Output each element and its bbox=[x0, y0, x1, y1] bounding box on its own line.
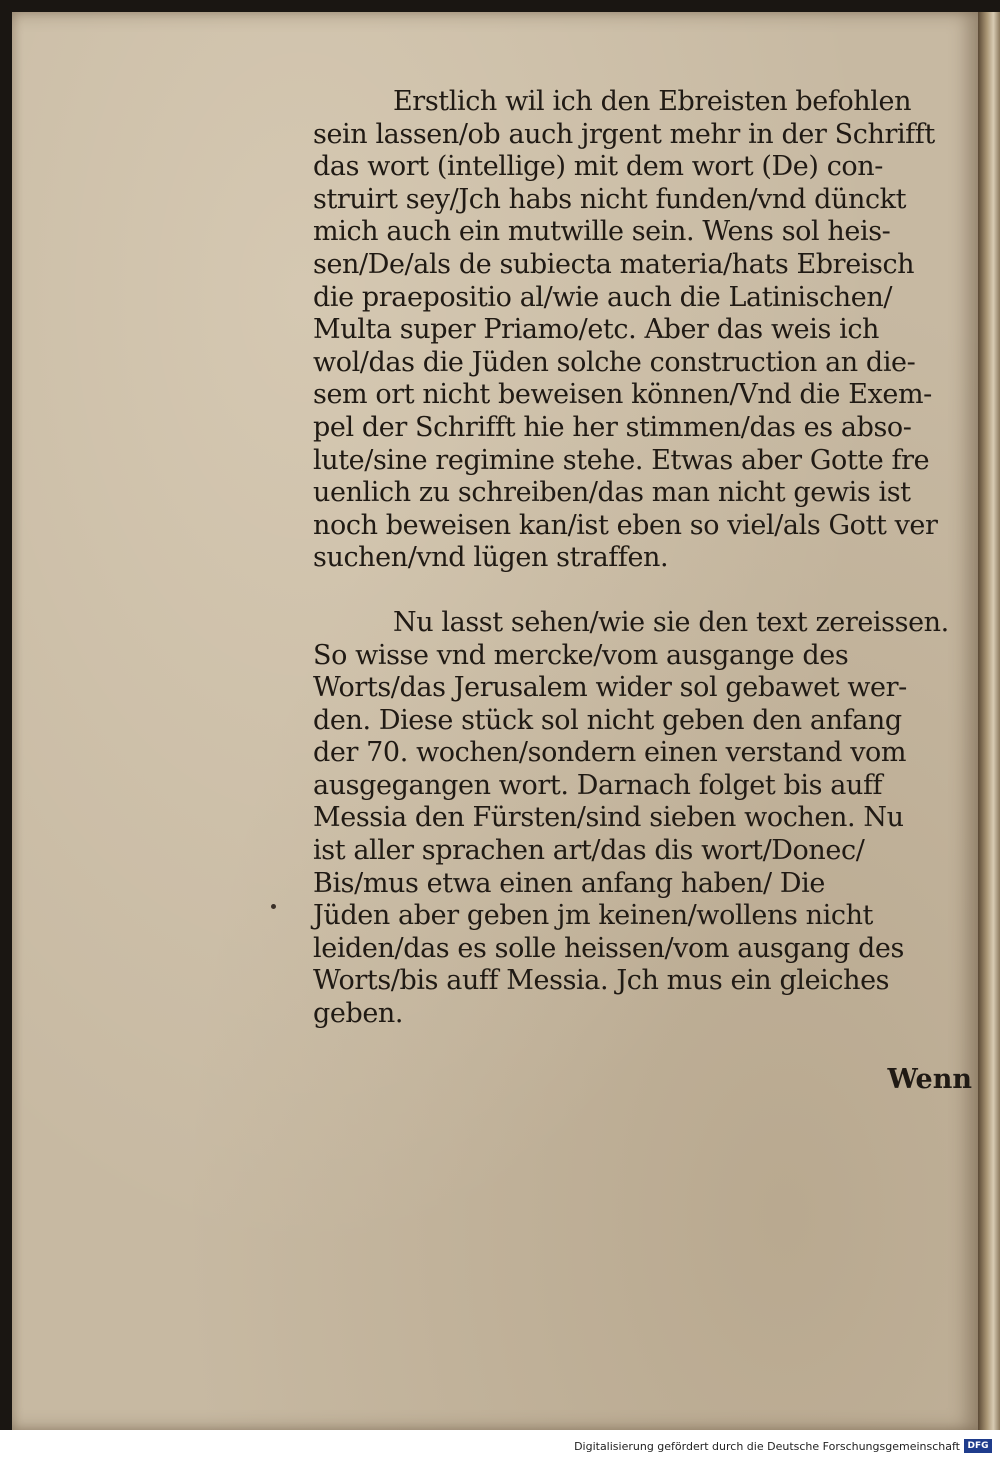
text-line: Bis/mus etwa einen anfang haben/ Die bbox=[313, 867, 825, 899]
text-line: So wisse vnd mercke/vom ausgange des bbox=[313, 639, 849, 671]
digitization-footer bbox=[0, 1430, 1000, 1464]
text-line: Multa super Priamo/etc. Aber das weis ich bbox=[313, 314, 880, 346]
ink-spot bbox=[271, 904, 276, 909]
text-line: Worts/das Jerusalem wider sol gebawet wer- bbox=[313, 672, 907, 704]
text-line: sem ort nicht beweisen können/Vnd die Exem- bbox=[313, 379, 932, 411]
text-line: struirt sey/Jch habs nicht funden/vnd dünckt bbox=[313, 183, 907, 215]
text-line: mich auch ein mutwille sein. Wens sol heis- bbox=[313, 216, 891, 248]
text-line: uenlich zu schreiben/das man nicht gewis ist bbox=[313, 477, 911, 509]
text-line: ausgegangen wort. Darnach folget bis auff bbox=[313, 769, 883, 801]
text-line: Nu lasst sehen/wie sie den text zereissen. bbox=[393, 606, 949, 638]
text-line: ist aller sprachen art/das dis wort/Donec/ bbox=[313, 835, 865, 867]
text-line: sein lassen/ob auch jrgent mehr in der Schrifft bbox=[313, 118, 935, 150]
text-line: Jüden aber geben jm keinen/wollens nicht bbox=[313, 900, 874, 932]
page-edge bbox=[978, 12, 1000, 1430]
text-line: noch beweisen kan/ist eben so viel/als Gott ver bbox=[313, 509, 938, 541]
dfg-logo-icon: DFG bbox=[964, 1439, 992, 1453]
footer-credit: Digitalisierung gefördert durch die Deutsche Forschungsgemeinschaft bbox=[574, 1440, 960, 1453]
text-line: Worts/bis auff Messia. Jch mus ein gleiches bbox=[313, 965, 890, 997]
catchword: Wenn bbox=[887, 1064, 972, 1095]
text-line: suchen/vnd lügen straffen. bbox=[313, 542, 669, 574]
text-line: pel der Schrifft hie her stimmen/das es abso- bbox=[313, 411, 912, 443]
text-line: Messia den Fürsten/sind sieben wochen. Nu bbox=[313, 802, 904, 834]
text-line: Erstlich wil ich den Ebreisten befohlen bbox=[393, 86, 912, 117]
text-line: die praepositio al/wie auch die Latinischen/ bbox=[313, 281, 893, 313]
text-line: den. Diese stück sol nicht geben den anfang bbox=[313, 704, 902, 736]
text-line: wol/das die Jüden solche construction an die- bbox=[313, 346, 916, 378]
text-line: leiden/das es solle heissen/vom ausgang des bbox=[313, 932, 904, 964]
text-line: geben. bbox=[313, 998, 404, 1030]
text-line: der 70. wochen/sondern einen verstand vom bbox=[313, 737, 907, 769]
paragraph-2 bbox=[313, 607, 978, 1031]
text-line: das wort (intellige) mit dem wort (De) con- bbox=[313, 151, 883, 183]
body-text bbox=[313, 86, 978, 1031]
text-line: sen/De/als de subiecta materia/hats Ebreisch bbox=[313, 248, 915, 280]
paragraph-1 bbox=[313, 86, 978, 575]
text-line: lute/sine regimine stehe. Etwas aber Gotte fre bbox=[313, 444, 930, 476]
